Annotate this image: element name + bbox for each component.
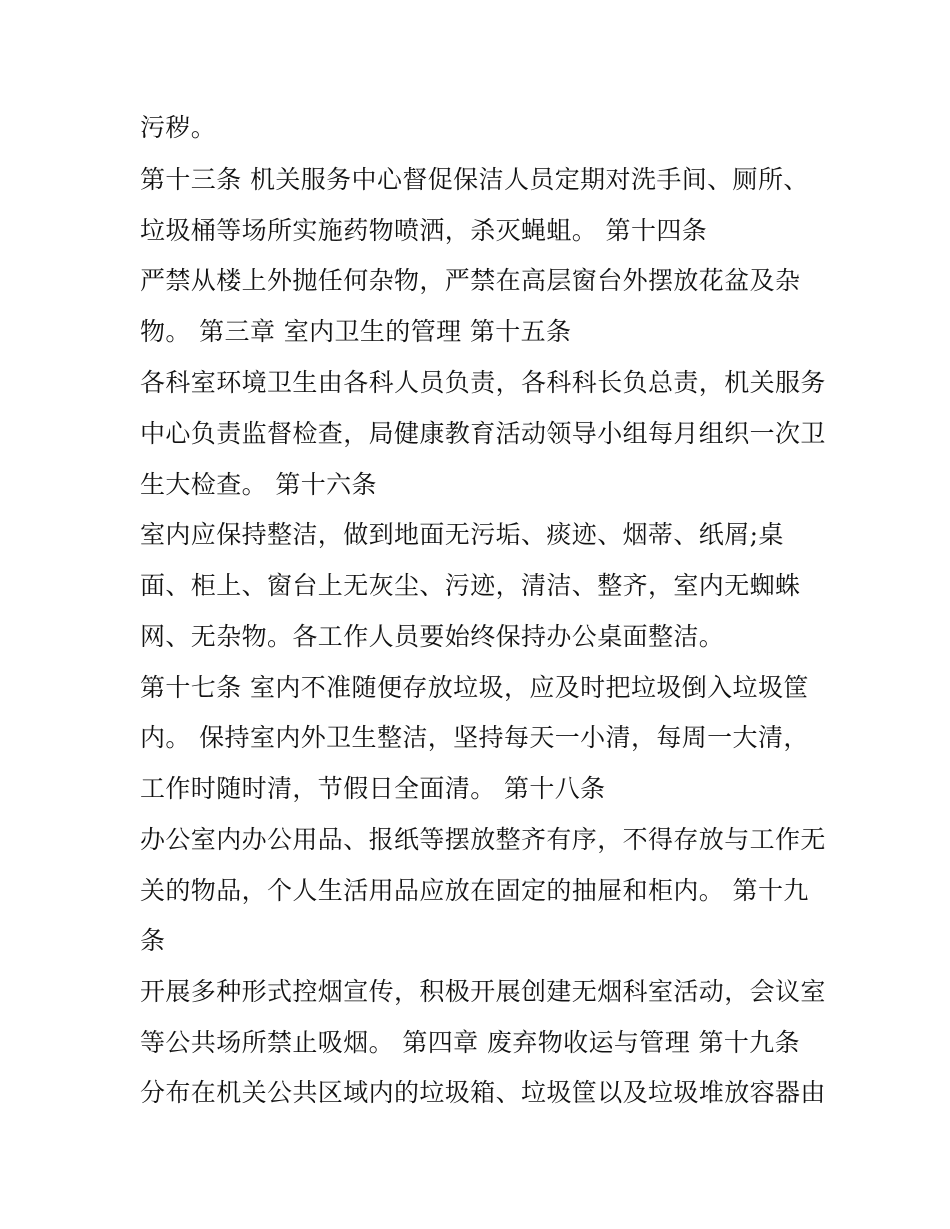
text-line: 各科室环境卫生由各科人员负责，各科科长负总责，机关服务 [140,368,826,397]
text-line: 室内应保持整洁，做到地面无污垢、痰迹、烟蒂、纸屑;桌 [140,520,784,549]
text-line: 污秽。 [140,113,217,142]
text-line: 等公共场所禁止吸烟。 第四章 废弃物收运与管理 第十九条 [140,1028,801,1057]
text-line: 第十七条 室内不准随便存放垃圾，应及时把垃圾倒入垃圾筐 [140,673,809,702]
text-line: 工作时随时清，节假日全面清。 第十八条 [140,774,606,803]
text-line: 开展多种形式控烟宣传，积极开展创建无烟科室活动，会议室 [140,977,826,1006]
text-line: 内。 保持室内外卫生整洁，坚持每天一小清，每周一大清， [140,723,809,752]
text-line: 生大检查。 第十六条 [140,470,377,499]
text-line: 严禁从楼上外抛任何杂物，严禁在高层窗台外摆放花盆及杂 [140,266,801,295]
text-line: 第十三条 机关服务中心督促保洁人员定期对洗手间、厕所、 [140,165,809,194]
text-line: 垃圾桶等场所实施药物喷洒，杀灭蝇蛆。 第十四条 [140,216,708,245]
text-line: 面、柜上、窗台上无灰尘、污迹，清洁、整齐，室内无蜘蛛 [140,571,801,600]
text-line: 物。 第三章 室内卫生的管理 第十五条 [140,317,572,346]
text-line: 条 [140,926,166,955]
text-line: 关的物品，个人生活用品应放在固定的抽屉和柜内。 第十九 [140,876,809,905]
text-line: 中心负责监督检查，局健康教育活动领导小组每月组织一次卫 [140,419,826,448]
text-line: 网、无杂物。各工作人员要始终保持办公桌面整洁。 [140,622,725,651]
text-line: 办公室内办公用品、报纸等摆放整齐有序，不得存放与工作无 [140,825,826,854]
text-line: 分布在机关公共区域内的垃圾箱、垃圾筐以及垃圾堆放容器由 [140,1078,826,1107]
